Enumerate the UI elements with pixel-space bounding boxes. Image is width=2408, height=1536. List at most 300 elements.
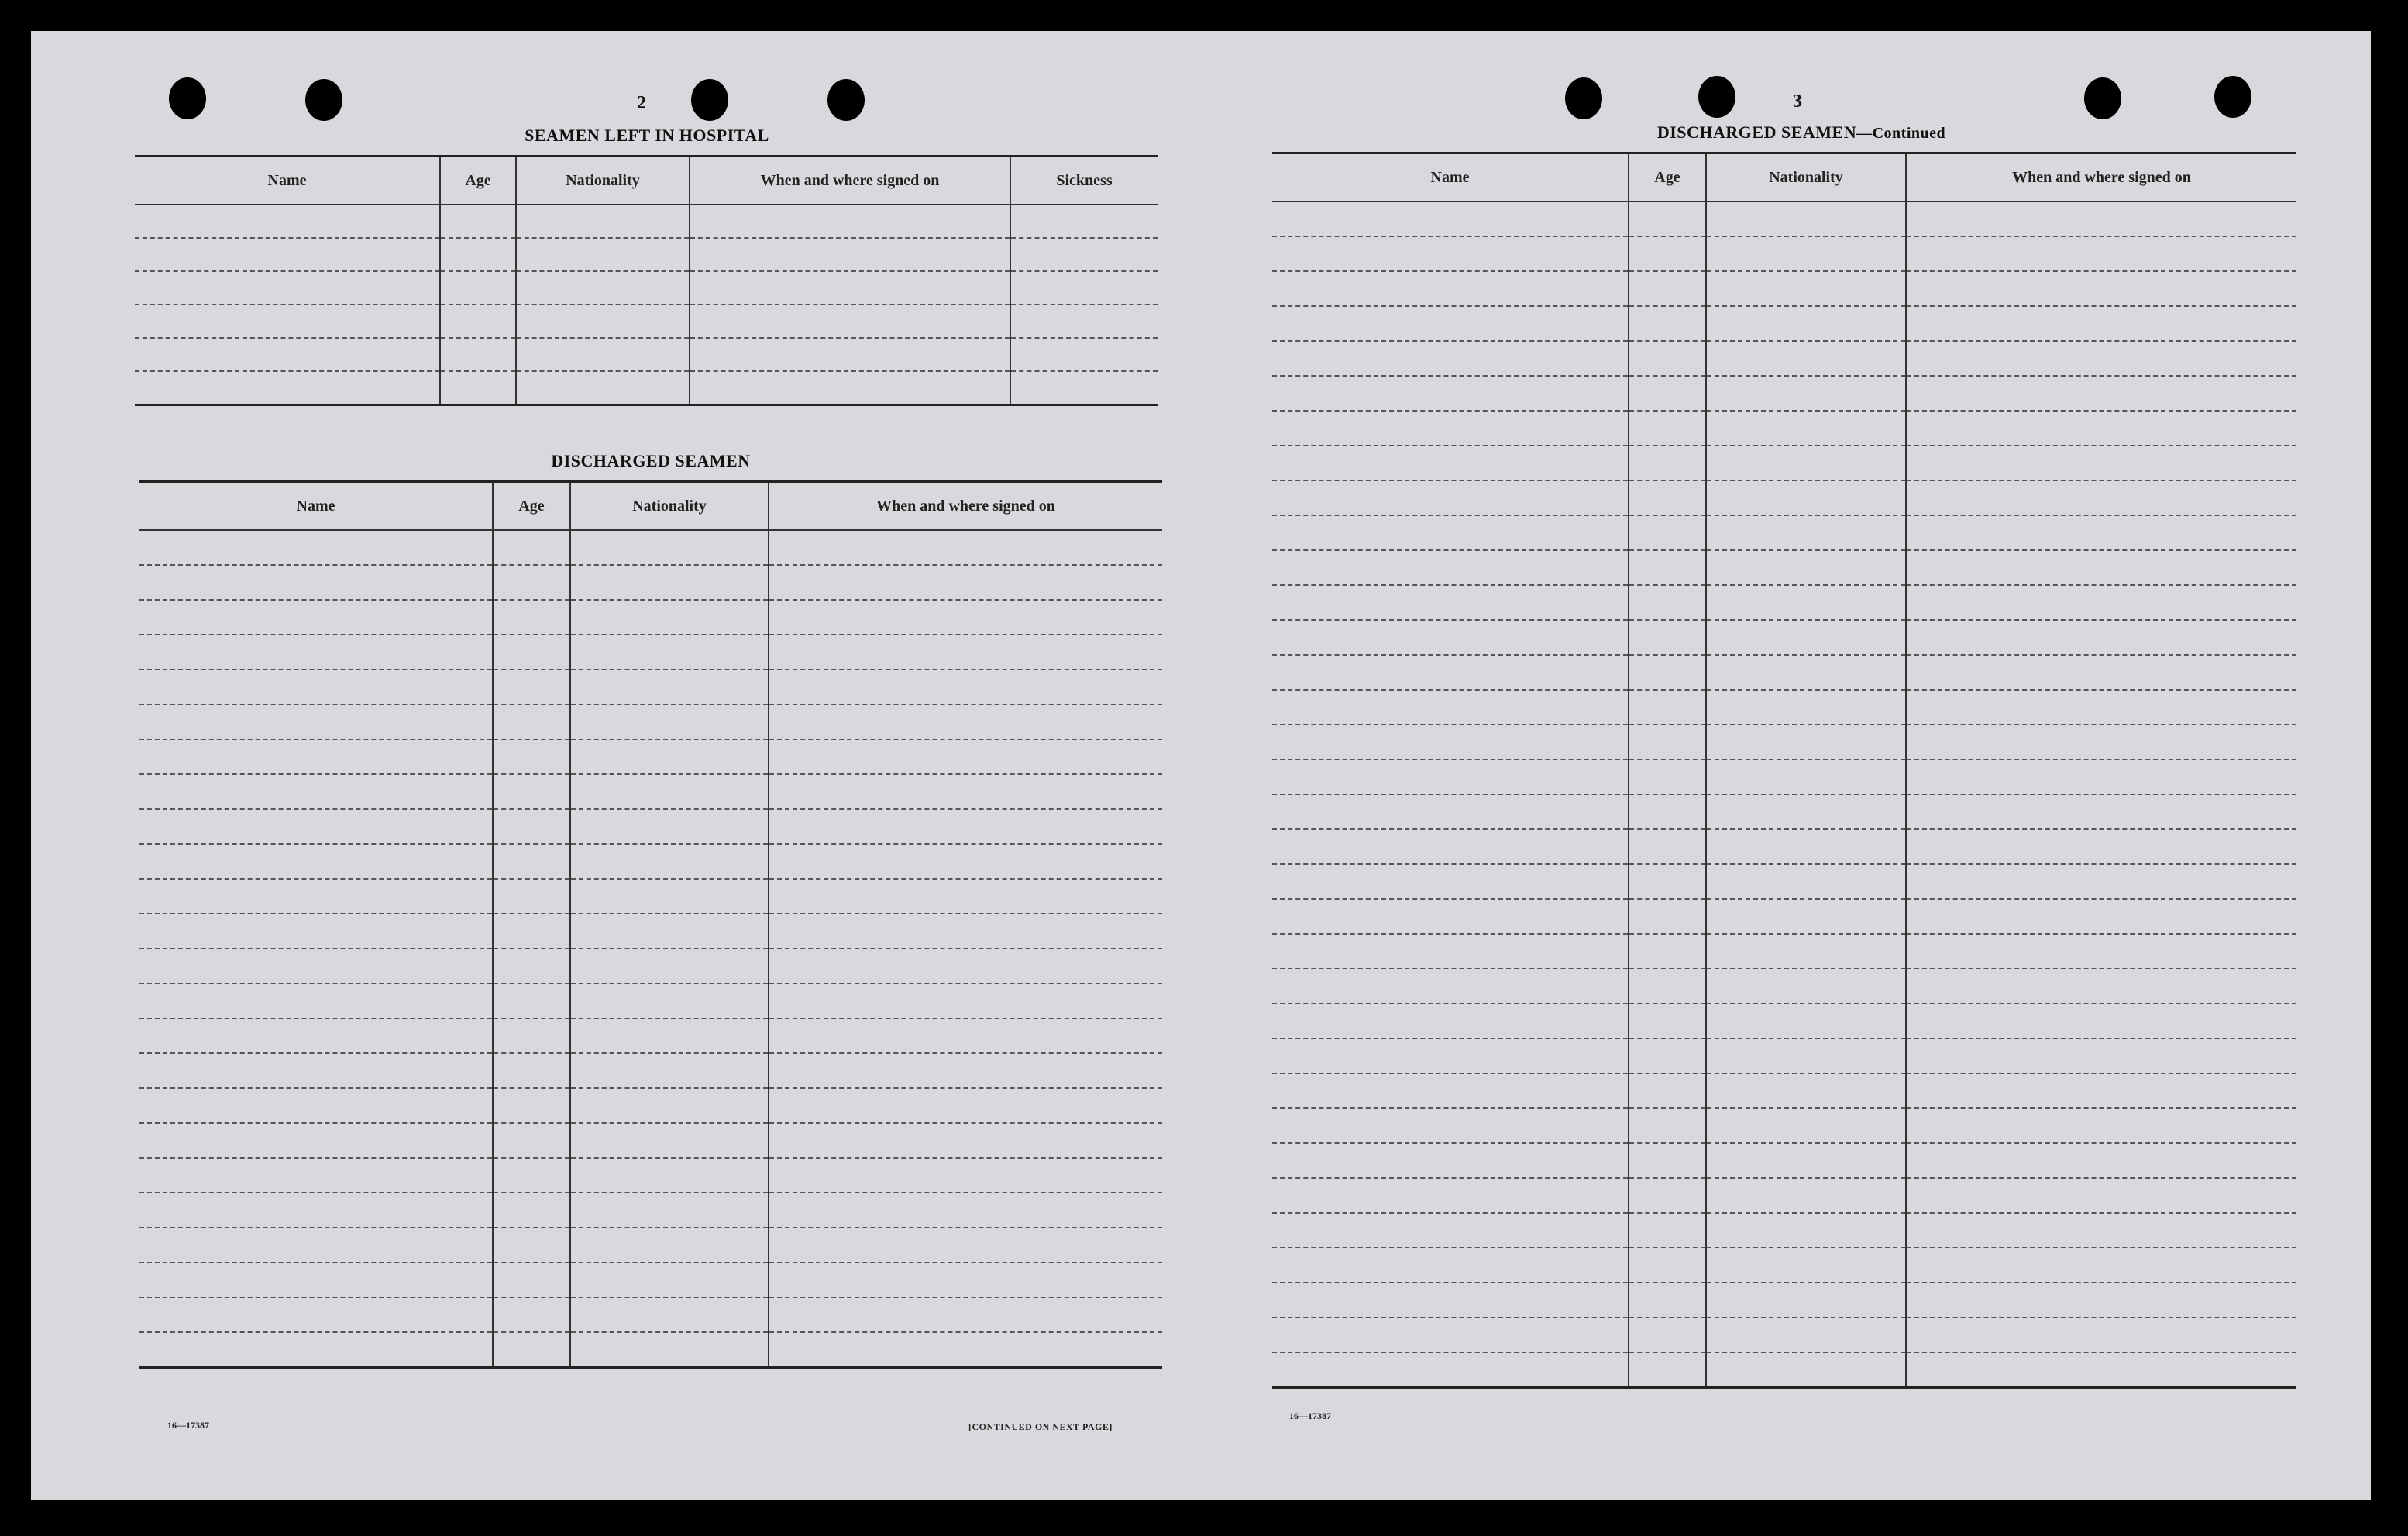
table-cell[interactable] [1706, 306, 1906, 341]
table-cell[interactable] [1906, 1073, 2296, 1108]
table-cell[interactable] [1272, 1352, 1629, 1387]
table-cell[interactable] [1272, 1038, 1629, 1073]
table-cell[interactable] [493, 1018, 570, 1053]
table-cell[interactable] [493, 1228, 570, 1262]
table-cell[interactable] [1629, 1038, 1706, 1073]
table-cell[interactable] [493, 1088, 570, 1123]
table-cell[interactable] [1906, 655, 2296, 690]
table-cell[interactable] [1629, 655, 1706, 690]
table-cell[interactable] [139, 844, 493, 879]
table-cell[interactable] [493, 949, 570, 983]
table-cell[interactable] [1906, 620, 2296, 655]
table-cell[interactable] [1272, 899, 1629, 934]
table-cell[interactable] [769, 774, 1162, 809]
table-cell[interactable] [1706, 1317, 1906, 1352]
table-cell[interactable] [690, 238, 1010, 271]
table-cell[interactable] [570, 1018, 769, 1053]
table-cell[interactable] [1906, 829, 2296, 864]
table-cell[interactable] [769, 949, 1162, 983]
table-cell[interactable] [493, 739, 570, 774]
table-cell[interactable] [1629, 480, 1706, 515]
table-cell[interactable] [135, 238, 440, 271]
table-cell[interactable] [1706, 446, 1906, 480]
table-cell[interactable] [139, 704, 493, 739]
table-cell[interactable] [493, 983, 570, 1018]
table-cell[interactable] [1629, 864, 1706, 899]
table-cell[interactable] [139, 1332, 493, 1367]
table-row [139, 600, 1162, 635]
table-cell[interactable] [1706, 585, 1906, 620]
table-cell[interactable] [570, 879, 769, 914]
table-cell[interactable] [493, 1053, 570, 1088]
table-cell[interactable] [1706, 341, 1906, 376]
table-cell[interactable] [1629, 1143, 1706, 1178]
table-cell[interactable] [1272, 585, 1629, 620]
table-cell[interactable] [1706, 201, 1906, 236]
table-cell[interactable] [769, 1262, 1162, 1297]
table-cell[interactable] [1706, 620, 1906, 655]
table-cell[interactable] [1010, 371, 1158, 405]
table-cell[interactable] [769, 1123, 1162, 1158]
table-cell[interactable] [1706, 515, 1906, 550]
table-cell[interactable] [139, 1193, 493, 1228]
table-row [139, 530, 1162, 565]
table-cell[interactable] [769, 530, 1162, 565]
table-row [135, 305, 1158, 338]
table-cell[interactable] [570, 1158, 769, 1193]
table-cell[interactable] [1272, 1248, 1629, 1283]
table-cell[interactable] [1706, 376, 1906, 411]
table-cell[interactable] [1706, 236, 1906, 271]
table-cell[interactable] [1629, 934, 1706, 969]
table-cell[interactable] [769, 914, 1162, 949]
table-cell[interactable] [769, 739, 1162, 774]
table-cell[interactable] [1706, 1213, 1906, 1248]
table-cell[interactable] [1906, 899, 2296, 934]
discharged-section-title: DISCHARGED SEAMEN [551, 451, 751, 470]
table-cell[interactable] [139, 914, 493, 949]
continued-note: [CONTINUED ON NEXT PAGE] [968, 1421, 1113, 1432]
table-cell[interactable] [1010, 271, 1158, 305]
table-cell[interactable] [1906, 341, 2296, 376]
table-cell[interactable] [139, 670, 493, 704]
table-cell[interactable] [1010, 338, 1158, 371]
table-cell[interactable] [1906, 585, 2296, 620]
table-row [135, 205, 1158, 238]
table-cell[interactable] [493, 565, 570, 600]
table-cell[interactable] [1272, 1004, 1629, 1038]
table-cell[interactable] [1706, 725, 1906, 759]
table-cell[interactable] [1272, 829, 1629, 864]
table-cell[interactable] [139, 565, 493, 600]
table-cell[interactable] [493, 1123, 570, 1158]
table-cell[interactable] [139, 530, 493, 565]
punch-hole [2214, 76, 2251, 118]
table-cell[interactable] [516, 238, 690, 271]
table-cell[interactable] [1272, 376, 1629, 411]
table-cell[interactable] [1629, 341, 1706, 376]
table-cell[interactable] [570, 739, 769, 774]
discharged-continued-title [1271, 122, 2332, 143]
table-cell[interactable] [1706, 794, 1906, 829]
table-cell[interactable] [570, 983, 769, 1018]
table-cell[interactable] [1272, 725, 1629, 759]
table-cell[interactable] [440, 205, 516, 238]
table-cell[interactable] [1706, 1283, 1906, 1317]
table-cell[interactable] [139, 809, 493, 844]
table-cell[interactable] [769, 1053, 1162, 1088]
table-cell[interactable] [1272, 1143, 1629, 1178]
table-cell[interactable] [440, 271, 516, 305]
table-cell[interactable] [570, 809, 769, 844]
table-cell[interactable] [1706, 864, 1906, 899]
table-cell[interactable] [1906, 446, 2296, 480]
column-header: Sickness [1010, 157, 1158, 205]
table-row [139, 879, 1162, 914]
column-header: Name [1272, 153, 1629, 202]
table-cell[interactable] [1629, 236, 1706, 271]
table-cell[interactable] [769, 1297, 1162, 1332]
table-cell[interactable] [570, 670, 769, 704]
table-cell[interactable] [139, 1018, 493, 1053]
table-row [139, 983, 1162, 1018]
table-cell[interactable] [570, 565, 769, 600]
column-header: Nationality [516, 157, 690, 205]
table-cell[interactable] [1906, 411, 2296, 446]
table-cell[interactable] [1629, 306, 1706, 341]
table-cell[interactable] [1272, 1073, 1629, 1108]
table-cell[interactable] [570, 1193, 769, 1228]
table-cell[interactable] [1906, 934, 2296, 969]
table-cell[interactable] [493, 1262, 570, 1297]
table-cell[interactable] [1629, 515, 1706, 550]
table-cell[interactable] [1272, 550, 1629, 585]
table-cell[interactable] [570, 635, 769, 670]
table-cell[interactable] [1629, 1317, 1706, 1352]
table-cell[interactable] [1906, 515, 2296, 550]
table-row [139, 670, 1162, 704]
table-cell[interactable] [1629, 899, 1706, 934]
table-cell[interactable] [1906, 306, 2296, 341]
table-cell[interactable] [769, 670, 1162, 704]
table-row [139, 1297, 1162, 1332]
table-cell[interactable] [570, 774, 769, 809]
table-cell[interactable] [1629, 1213, 1706, 1248]
table-cell[interactable] [1010, 305, 1158, 338]
table-cell[interactable] [516, 271, 690, 305]
discharged-continued-table [1272, 152, 2296, 1389]
table-cell[interactable] [493, 635, 570, 670]
table-cell[interactable] [1272, 515, 1629, 550]
table-cell[interactable] [1272, 446, 1629, 480]
table-cell[interactable] [1629, 690, 1706, 725]
table-cell[interactable] [1272, 306, 1629, 341]
table-cell[interactable] [690, 305, 1010, 338]
table-cell[interactable] [139, 949, 493, 983]
table-cell[interactable] [1272, 864, 1629, 899]
table-cell[interactable] [1906, 480, 2296, 515]
table-cell[interactable] [1906, 1317, 2296, 1352]
table-cell[interactable] [570, 1228, 769, 1262]
column-header: When and where signed on [1906, 153, 2296, 202]
table-cell[interactable] [1906, 1352, 2296, 1387]
table-cell[interactable] [1272, 690, 1629, 725]
table-cell[interactable] [769, 704, 1162, 739]
table-cell[interactable] [1629, 759, 1706, 794]
table-cell[interactable] [1706, 1248, 1906, 1283]
table-cell[interactable] [139, 635, 493, 670]
table-cell[interactable] [135, 338, 440, 371]
table-cell[interactable] [493, 704, 570, 739]
table-cell[interactable] [1272, 341, 1629, 376]
table-cell[interactable] [1706, 969, 1906, 1004]
table-cell[interactable] [1906, 236, 2296, 271]
table-cell[interactable] [570, 530, 769, 565]
table-cell[interactable] [1906, 1143, 2296, 1178]
table-cell[interactable] [516, 371, 690, 405]
punch-hole [1698, 76, 1735, 118]
table-cell[interactable] [690, 371, 1010, 405]
table-cell[interactable] [1272, 480, 1629, 515]
table-cell[interactable] [570, 704, 769, 739]
table-cell[interactable] [570, 949, 769, 983]
table-cell[interactable] [1272, 201, 1629, 236]
table-cell[interactable] [1629, 411, 1706, 446]
table-cell[interactable] [1906, 1004, 2296, 1038]
table-cell[interactable] [1706, 655, 1906, 690]
table-cell[interactable] [440, 338, 516, 371]
table-cell[interactable] [1629, 725, 1706, 759]
table-cell[interactable] [139, 774, 493, 809]
table-cell[interactable] [516, 338, 690, 371]
table-cell[interactable] [139, 1262, 493, 1297]
table-cell[interactable] [139, 1228, 493, 1262]
table-cell[interactable] [1629, 829, 1706, 864]
table-cell[interactable] [493, 1158, 570, 1193]
table-cell[interactable] [1906, 690, 2296, 725]
table-row [1272, 1004, 2296, 1038]
table-cell[interactable] [769, 1088, 1162, 1123]
page-number: 3 [1793, 91, 1802, 112]
table-cell[interactable] [1706, 934, 1906, 969]
table-cell[interactable] [769, 1158, 1162, 1193]
table-cell[interactable] [1629, 1248, 1706, 1283]
table-cell[interactable] [1706, 550, 1906, 585]
table-cell[interactable] [1629, 376, 1706, 411]
table-cell[interactable] [1272, 236, 1629, 271]
table-cell[interactable] [1706, 690, 1906, 725]
table-cell[interactable] [1906, 1108, 2296, 1143]
table-cell[interactable] [1906, 1213, 2296, 1248]
table-cell[interactable] [769, 1332, 1162, 1367]
table-cell[interactable] [1706, 829, 1906, 864]
table-cell[interactable] [1272, 759, 1629, 794]
table-cell[interactable] [570, 600, 769, 635]
table-cell[interactable] [1706, 271, 1906, 306]
table-cell[interactable] [1272, 794, 1629, 829]
table-cell[interactable] [440, 371, 516, 405]
table-cell[interactable] [135, 371, 440, 405]
table-cell[interactable] [135, 305, 440, 338]
table-cell[interactable] [493, 530, 570, 565]
table-cell[interactable] [1706, 899, 1906, 934]
table-row [135, 338, 1158, 371]
table-cell[interactable] [1906, 759, 2296, 794]
table-cell[interactable] [1629, 271, 1706, 306]
table-cell[interactable] [1906, 725, 2296, 759]
table-cell[interactable] [493, 774, 570, 809]
table-cell[interactable] [1629, 1178, 1706, 1213]
table-cell[interactable] [1629, 1073, 1706, 1108]
table-cell[interactable] [1629, 201, 1706, 236]
table-cell[interactable] [493, 809, 570, 844]
table-cell[interactable] [139, 600, 493, 635]
table-cell[interactable] [1629, 585, 1706, 620]
table-cell[interactable] [493, 600, 570, 635]
table-cell[interactable] [1629, 1283, 1706, 1317]
table-cell[interactable] [440, 305, 516, 338]
table-cell[interactable] [1706, 1143, 1906, 1178]
table-cell[interactable] [769, 879, 1162, 914]
discharged-table [139, 480, 1162, 1369]
table-cell[interactable] [516, 205, 690, 238]
table-cell[interactable] [690, 338, 1010, 371]
table-cell[interactable] [139, 739, 493, 774]
table-cell[interactable] [139, 1053, 493, 1088]
table-row [1272, 934, 2296, 969]
table-cell[interactable] [1629, 794, 1706, 829]
table-cell[interactable] [1272, 1317, 1629, 1352]
table-cell[interactable] [1706, 1038, 1906, 1073]
table-cell[interactable] [1906, 1283, 2296, 1317]
table-cell[interactable] [1906, 969, 2296, 1004]
table-row [139, 1228, 1162, 1262]
table-cell[interactable] [1272, 1213, 1629, 1248]
table-cell[interactable] [1272, 934, 1629, 969]
table-row [1272, 899, 2296, 934]
table-cell[interactable] [570, 914, 769, 949]
table-row [1272, 655, 2296, 690]
table-cell[interactable] [139, 1088, 493, 1123]
table-cell[interactable] [139, 1297, 493, 1332]
table-cell[interactable] [570, 1053, 769, 1088]
table-cell[interactable] [493, 1297, 570, 1332]
table-cell[interactable] [493, 1332, 570, 1367]
table-row [1272, 446, 2296, 480]
table-cell[interactable] [1629, 1108, 1706, 1143]
table-cell[interactable] [1906, 201, 2296, 236]
punch-hole [827, 79, 865, 121]
table-cell[interactable] [1906, 794, 2296, 829]
table-cell[interactable] [1272, 655, 1629, 690]
table-cell[interactable] [1706, 1352, 1906, 1387]
table-cell[interactable] [139, 983, 493, 1018]
table-cell[interactable] [1629, 620, 1706, 655]
table-header-row [1272, 153, 2296, 202]
table-cell[interactable] [1906, 550, 2296, 585]
table-row [1272, 1352, 2296, 1387]
table-cell[interactable] [1272, 1178, 1629, 1213]
table-cell[interactable] [440, 238, 516, 271]
table-row [1272, 1317, 2296, 1352]
table-cell[interactable] [1629, 446, 1706, 480]
table-cell[interactable] [690, 271, 1010, 305]
document-sheet [31, 31, 2371, 1500]
table-cell[interactable] [1706, 759, 1906, 794]
table-cell[interactable] [493, 844, 570, 879]
table-cell[interactable] [1629, 1352, 1706, 1387]
table-cell[interactable] [570, 1297, 769, 1332]
table-cell[interactable] [139, 1123, 493, 1158]
table-cell[interactable] [1906, 1178, 2296, 1213]
table-cell[interactable] [1906, 271, 2296, 306]
table-cell[interactable] [493, 1193, 570, 1228]
table-cell[interactable] [1906, 1248, 2296, 1283]
table-row [139, 914, 1162, 949]
table-cell[interactable] [1272, 1108, 1629, 1143]
column-header: Nationality [570, 482, 769, 531]
table-cell[interactable] [1706, 1004, 1906, 1038]
table-cell[interactable] [769, 600, 1162, 635]
table-cell[interactable] [135, 271, 440, 305]
table-cell[interactable] [570, 1332, 769, 1367]
table-cell[interactable] [1706, 411, 1906, 446]
table-cell[interactable] [1706, 1073, 1906, 1108]
page-number: 2 [637, 93, 646, 113]
table-cell[interactable] [769, 844, 1162, 879]
table-cell[interactable] [769, 983, 1162, 1018]
table-cell[interactable] [570, 1123, 769, 1158]
table-cell[interactable] [769, 1018, 1162, 1053]
table-cell[interactable] [1706, 1178, 1906, 1213]
table-cell[interactable] [769, 809, 1162, 844]
table-cell[interactable] [1706, 1108, 1906, 1143]
table-cell[interactable] [1272, 271, 1629, 306]
table-cell[interactable] [135, 205, 440, 238]
table-cell[interactable] [769, 635, 1162, 670]
table-cell[interactable] [1272, 620, 1629, 655]
table-cell[interactable] [769, 1228, 1162, 1262]
table-cell[interactable] [493, 670, 570, 704]
table-cell[interactable] [139, 1158, 493, 1193]
table-cell[interactable] [1629, 969, 1706, 1004]
table-cell[interactable] [769, 565, 1162, 600]
table-row [139, 1193, 1162, 1228]
table-cell[interactable] [1629, 1004, 1706, 1038]
table-cell[interactable] [690, 205, 1010, 238]
table-cell[interactable] [1272, 411, 1629, 446]
table-cell[interactable] [1906, 864, 2296, 899]
table-cell[interactable] [493, 914, 570, 949]
table-cell[interactable] [1629, 550, 1706, 585]
table-cell[interactable] [1272, 1283, 1629, 1317]
table-cell[interactable] [1906, 1038, 2296, 1073]
table-cell[interactable] [1906, 376, 2296, 411]
table-cell[interactable] [493, 879, 570, 914]
table-cell[interactable] [570, 1262, 769, 1297]
table-cell[interactable] [139, 879, 493, 914]
table-cell[interactable] [769, 1193, 1162, 1228]
table-cell[interactable] [1706, 480, 1906, 515]
table-cell[interactable] [1010, 205, 1158, 238]
table-cell[interactable] [570, 1088, 769, 1123]
table-row [135, 371, 1158, 405]
table-cell[interactable] [1272, 969, 1629, 1004]
table-cell[interactable] [1010, 238, 1158, 271]
table-row [139, 1018, 1162, 1053]
table-cell[interactable] [570, 844, 769, 879]
table-cell[interactable] [516, 305, 690, 338]
